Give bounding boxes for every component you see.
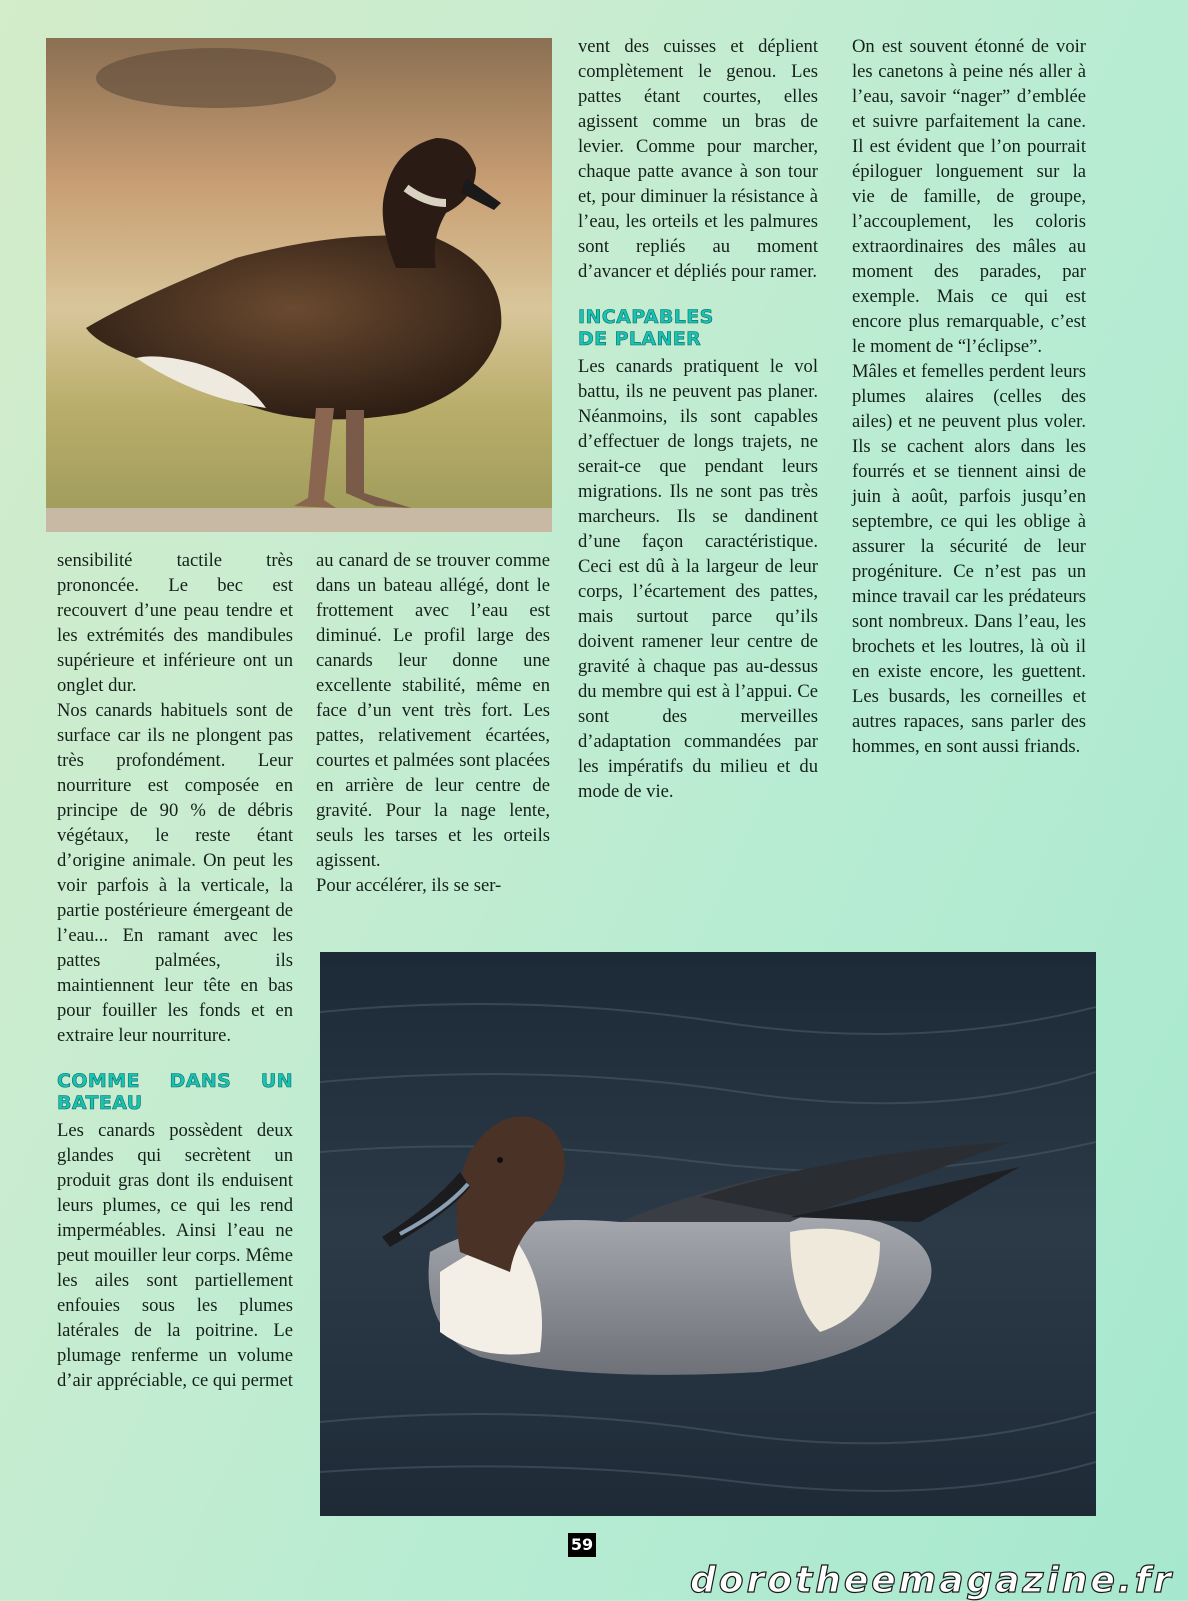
paragraph: On est souvent étonné de voir les canetons à peine nés aller à l’eau, savoir “nager” d’emblée et suivre parfaitement la cane. Il est évident que l’on pourrait épiloguer longuement sur la vie de famille, de groupe, l’accouplement, les coloris extraordinaires des mâles au moment des parades, par exemple. Mais ce qui est encore plus remarquable, c’est le moment de “l’éclipse”.	[852, 36, 1086, 357]
goose-photo	[46, 38, 552, 532]
text-column-1	[57, 548, 293, 1393]
text-column-4	[852, 34, 1086, 759]
text-column-2	[316, 548, 550, 898]
pintail-duck-photo	[320, 952, 1096, 1516]
page-number: 59	[568, 1533, 596, 1557]
paragraph: Les canards pratiquent le vol battu, ils ne peuvent pas planer. Néanmoins, ils sont capables d’effectuer de longs trajets, ne serait-ce que pendant leurs migrations. Ils ne sont pas très marcheurs. Ils se dandinent d’une façon caractéristique. Ceci est dû à la largeur de leur corps, l’écartement des pattes, mais surtout parce qu’ils doivent ramener leur centre de gravité à chaque pas au-dessus du membre qui est à l’appui. Ce sont des merveilles d’adaptation commandées par les impératifs du milieu et du mode de vie.	[578, 356, 818, 802]
watermark: dorotheemagazine.fr	[690, 1560, 1174, 1601]
paragraph: Nos canards habituels sont de surface car ils ne plongent pas très profondément. Leur nourriture est composée en principe de 90 % de débris végétaux, le reste étant d’origine animale. On peut les voir parfois à la verticale, la partie postérieure émergeant de l’eau... En ramant avec les pattes palmées, ils maintiennent leur tête en bas pour fouiller les fonds et en extraire leur nourriture.	[57, 700, 293, 1046]
paragraph: Pour accélérer, ils se ser-	[316, 875, 502, 896]
section-heading: INCAPABLES DE PLANER	[578, 306, 714, 350]
section-heading: COMME DANS UN BATEAU	[57, 1070, 293, 1114]
paragraph: vent des cuisses et déplient complètement le genou. Les pattes étant courtes, elles agissent comme un bras de levier. Comme pour marcher, chaque patte avance à son tour et, pour diminuer la résistance à l’eau, les orteils et les palmures sont repliés au moment d’avancer et dépliés pour ramer.	[578, 36, 818, 282]
paragraph: Les canards possèdent deux glandes qui secrètent un produit gras dont ils enduisent leurs plumes, ce qui les rend imperméables. Ainsi l’eau ne peut mouiller leur corps. Même les ailes sont partiellement enfouies sous les plumes latérales de la poitrine. Le plumage renferme un volume d’air appréciable, ce qui permet	[57, 1120, 293, 1391]
paragraph: sensibilité tactile très prononcée. Le bec est recouvert d’une peau tendre et les extrémités des mandibules supérieure et inférieure ont un onglet dur.	[57, 550, 293, 696]
paragraph: au canard de se trouver comme dans un bateau allégé, dont le frottement avec l’eau est diminué. Le profil large des canards leur donne une excellente stabilité, même en face d’un vent très fort. Les pattes, relativement écartées, courtes et palmées sont placées en arrière de leur centre de gravité. Pour la nage lente, seuls les tarses et les orteils agissent.	[316, 550, 550, 871]
paragraph: Mâles et femelles perdent leurs plumes alaires (celles des ailes) et ne peuvent plus voler. Ils se cachent alors dans les fourrés et se tiennent ainsi de juin à août, parfois jusqu’en septembre, ce qui les oblige à assurer la sécurité de leur progéniture. Ce n’est pas un mince travail car les prédateurs sont nombreux. Dans l’eau, les brochets et les loutres, là où il en existe encore, les guettent. Les busards, les corneilles et autres rapaces, sans parler des hommes, en sont aussi friands.	[852, 361, 1086, 757]
text-column-3	[578, 34, 818, 804]
